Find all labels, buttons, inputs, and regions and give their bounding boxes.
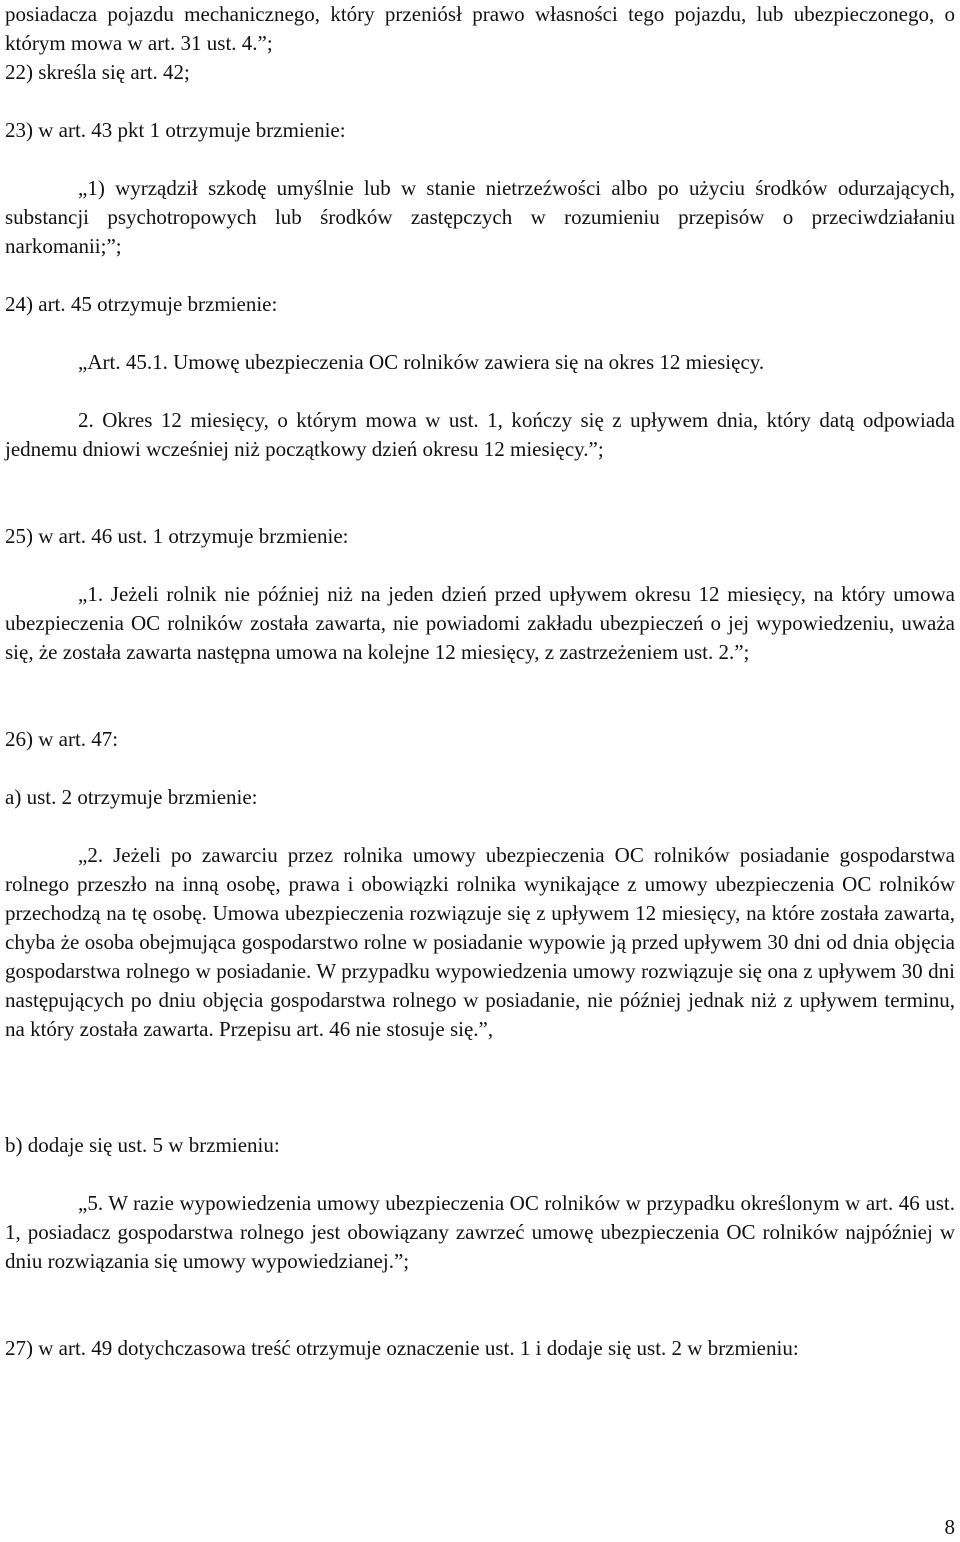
quote-art-43-pkt-1: „1) wyrządził szkodę umyślnie lub w stanie nietrzeźwości albo po użyciu środków odurzających, substancji psychotropowych lub środków zastępczych w rozumieniu przepisów o przeciwdziałaniu narkomanii;”;	[5, 176, 955, 258]
point-23: 23) w art. 43 pkt 1 otrzymuje brzmienie:	[5, 118, 346, 142]
quote-art-45-ust-1: „Art. 45.1. Umowę ubezpieczenia OC rolników zawiera się na okres 12 miesięcy.	[78, 350, 765, 374]
page-number: 8	[944, 1515, 955, 1539]
quote-art-45-ust-2: 2. Okres 12 miesięcy, o którym mowa w ust. 1, kończy się z upływem dnia, który datą odpowiada jednemu dniowi wcześniej niż początkowy dzień okresu 12 miesięcy.”;	[5, 408, 955, 461]
point-27: 27) w art. 49 dotychczasowa treść otrzymuje oznaczenie ust. 1 i dodaje się ust. 2 w brzmieniu:	[5, 1336, 799, 1360]
paragraph-continuation: posiadacza pojazdu mechanicznego, który przeniósł prawo własności tego pojazdu, lub ubezpieczonego, o którym mowa w art. 31 ust. 4.”;	[5, 2, 955, 55]
letter-a: a) ust. 2 otrzymuje brzmienie:	[5, 785, 258, 809]
point-26: 26) w art. 47:	[5, 727, 119, 751]
point-24: 24) art. 45 otrzymuje brzmienie:	[5, 292, 278, 316]
quote-art-46-ust-1: „1. Jeżeli rolnik nie później niż na jeden dzień przed upływem okresu 12 miesięcy, na który umowa ubezpieczenia OC rolników została zawarta, nie powiadomi zakładu ubezpieczeń o jej wypowiedzeniu, uważa się, że została zawarta następna umowa na kolejne 12 miesięcy, z zastrzeżeniem ust. 2.”;	[5, 582, 955, 664]
quote-art-47-ust-5: „5. W razie wypowiedzenia umowy ubezpieczenia OC rolników w przypadku określonym w art. 46 ust. 1, posiadacz gospodarstwa rolnego jest obowiązany zawrzeć umowę ubezpieczenia OC rolników najpóźniej w dniu rozwiązania się umowy wypowiedzianej.”;	[5, 1191, 955, 1273]
point-25: 25) w art. 46 ust. 1 otrzymuje brzmienie:	[5, 524, 349, 548]
letter-b: b) dodaje się ust. 5 w brzmieniu:	[5, 1133, 280, 1157]
point-22: 22) skreśla się art. 42;	[5, 60, 190, 84]
quote-art-47-ust-2: „2. Jeżeli po zawarciu przez rolnika umowy ubezpieczenia OC rolników posiadanie gospodarstwa rolnego przeszło na inną osobę, prawa i obowiązki rolnika wynikające z umowy ubezpieczenia OC rolników przechodzą na tę osobę. Umowa ubezpieczenia rozwiązuje się z upływem 12 miesięcy, na które została zawarta, chyba że osoba obejmująca gospodarstwo rolne w posiadanie wypowie ją przed upływem 30 dni od dnia objęcia gospodarstwa rolnego w posiadanie. W przypadku wypowiedzenia umowy rozwiązuje się ona z upływem 30 dni następujących po dniu objęcia gospodarstwa rolnego w posiadanie, nie później jednak niż z upływem terminu, na który została zawarta. Przepisu art. 46 nie stosuje się.”,	[5, 843, 955, 1041]
